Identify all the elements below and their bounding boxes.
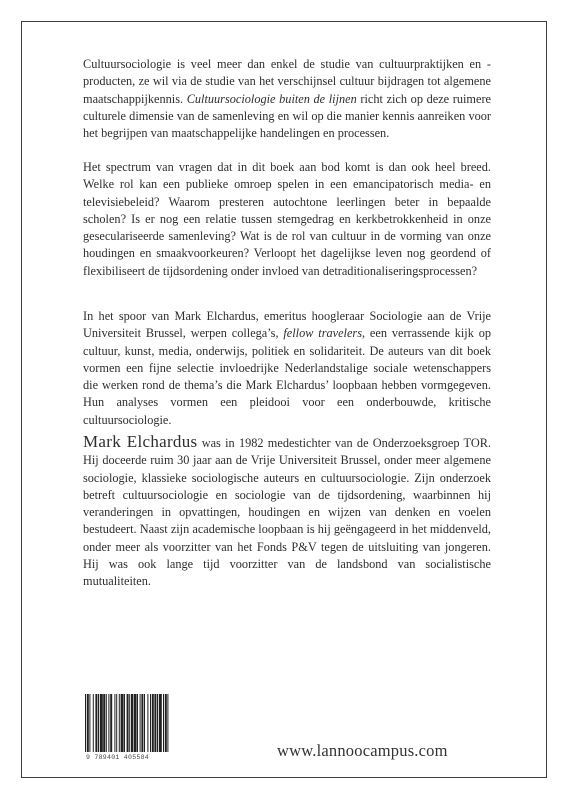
intro-text-end: richt zich op deze ruimere culturele dimensie van de samenleving en wil op die manier kennis aanreiken voor het begrijpen van maatschappelijke handelingen en processen. [83, 91, 491, 141]
isbn-barcode [83, 694, 189, 754]
fellow-travelers-italic: fellow travelers [283, 326, 363, 341]
intro-text-start: Cultuursociologie is veel meer dan enkel de studie van cultuurpraktijken en -producten, ze wil via de studie van het verschijnsel cultuur bijdragen tot algemene maatschappijkennis. [83, 57, 491, 106]
questions-paragraph: Het spectrum van vragen dat in dit boek aan bod komt is dan ook heel breed. Welke rol kan een publieke omroep spelen in een emancipatorisch media- en televisiebeleid? Waarom presteren autochtone leerlingen beter in bepaalde scholen? Is er nog een relatie tussen stemgedrag en kerkbetrokkenheid in onze geseculariseerde samenleving? Wat is de rol van cultuur in de vorming van onze houdingen en smaakvoorkeuren? Verloopt het dagelijkse leven nog geordend of flexibiliseert de tijdsordening onder invloed van detraditionaliseringsprocessen? [83, 160, 491, 278]
publisher-website: www.lannoocampus.com [277, 741, 448, 760]
intro-paragraph [83, 56, 491, 142]
isbn-number: 9 789401 405584 [86, 754, 150, 761]
author-bio-text: was in 1982 medestichter van de Onderzoeksgroep TOR. Hij doceerde ruim 30 jaar aan de Vrije Universiteit Brussel, onder meer algemene sociologie, klassieke sociologische auteurs en cultuursociologie. Zijn onderzoek betreft cultuursociologie en sociologie van de tijdsordening, waarbinnen hij veranderingen in opvattingen, houdingen en wijzen van denken en voelen bestudeert. Naast zijn academische loopbaan is hij geëngageerd in het middenveld, onder meer als voorzitter van het Fonds P&V tegen de uitsluiting van jongeren. Hij was ook lange tijd voorzitter van de landsbond van socialistische mutualiteiten. [83, 436, 492, 589]
author-bio-paragraph [83, 433, 491, 591]
author-name: Mark Elchardus [83, 432, 198, 451]
contributors-text-start: In het spoor van Mark Elchardus, emeritus hoogleraar Sociologie aan de Vrije Universiteit Brussel, werpen collega’s, [83, 309, 491, 341]
book-title-italic: Cultuursociologie buiten de lijnen [186, 91, 357, 106]
contributors-text-end: , een verrassende kijk op cultuur, kunst, media, onderwijs, politiek en solidariteit. De auteurs van dit boek vormen een fijne selectie invloedrijke Nederlandstalige sociale wetenschappers die werken rond de thema’s die Mark Elchardus’ loopbaan hebben vormgegeven. Hun analyses vormen een pleidooi voor een onderbouwde, kritische cultuursociologie. [83, 326, 492, 427]
contributors-paragraph [83, 308, 491, 429]
